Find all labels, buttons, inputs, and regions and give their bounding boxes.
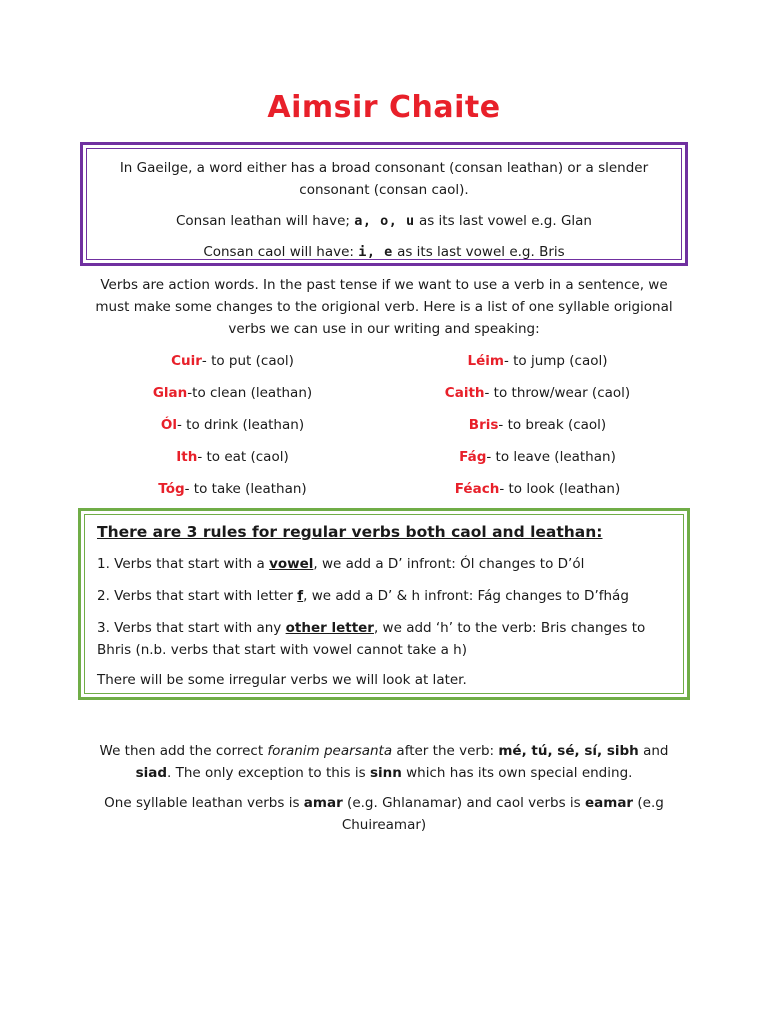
verb-item <box>80 381 385 405</box>
verb-meaning: - to jump (caol) <box>503 353 608 369</box>
rule-3-post: , we add ‘h’ to the verb: Bris changes to Bhris (n.b. verbs that start with vowel cannot take a h) <box>97 620 646 658</box>
pronoun-sinn: sinn <box>369 765 402 781</box>
caol-rule-pre: Consan caol will have: <box>203 244 354 260</box>
outro-term: foranim pearsanta <box>267 743 393 759</box>
rule-1 <box>97 553 673 575</box>
outro-text: (e.g Chuireamar) <box>341 795 664 833</box>
rule-2 <box>97 585 673 607</box>
consonant-info-inner <box>86 148 682 260</box>
verb-meaning: - to leave (leathan) <box>486 449 616 465</box>
verb-word: Caith <box>444 385 485 401</box>
rule-3-key: other letter <box>285 620 374 636</box>
caol-rule <box>101 241 667 263</box>
verb-meaning: - to break (caol) <box>498 417 607 433</box>
verb-meaning: - to take (leathan) <box>184 481 307 497</box>
outro-text: One syllable leathan verbs is <box>104 795 300 811</box>
verb-meaning: -to clean (leathan) <box>187 385 313 401</box>
verb-row <box>80 477 690 501</box>
pronoun-list: mé, tú, sé, sí, sibh <box>498 743 639 759</box>
consonant-intro: In Gaeilge, a word either has a broad consonant (consan leathan) or a slender consonant (consan caol). <box>119 160 649 198</box>
page-title: Aimsir Chaite <box>267 90 501 125</box>
rule-2-key: f <box>297 588 304 604</box>
rule-2-post: , we add a D’ & h infront: Fág changes to D’fhág <box>303 588 629 604</box>
outro-text: after the verb: <box>396 743 495 759</box>
rules-heading: There are 3 rules for regular verbs both caol and leathan: <box>97 523 603 541</box>
verb-meaning: - to throw/wear (caol) <box>484 385 631 401</box>
verb-item <box>385 477 690 501</box>
verb-item <box>385 413 690 437</box>
verb-word: Bris <box>468 417 499 433</box>
rule-3 <box>97 617 673 661</box>
rule-3-pre: 3. Verbs that start with any <box>97 620 282 636</box>
verb-word: Glan <box>152 385 188 401</box>
verb-meaning: - to drink (leathan) <box>177 417 305 433</box>
verb-row <box>80 413 690 437</box>
verb-row <box>80 381 690 405</box>
verb-meaning: - to look (leathan) <box>499 481 621 497</box>
verb-word: Fág <box>459 449 487 465</box>
verb-row <box>80 349 690 373</box>
outro-section <box>86 740 682 844</box>
verb-item <box>80 413 385 437</box>
rule-2-pre: 2. Verbs that start with letter <box>97 588 293 604</box>
verb-word: Ól <box>160 417 177 433</box>
caol-rule-post: as its last vowel e.g. Bris <box>397 244 565 260</box>
outro-text: We then add the correct <box>99 743 264 759</box>
pronoun-siad: siad <box>135 765 167 781</box>
rule-1-key: vowel <box>269 556 314 572</box>
rule-1-post: , we add a D’ infront: Ól changes to D’ól <box>313 556 585 572</box>
verb-item <box>385 381 690 405</box>
verb-item <box>80 477 385 501</box>
verb-word: Tóg <box>158 481 185 497</box>
outro-text: . The only exception to this is <box>167 765 366 781</box>
verb-item <box>385 349 690 373</box>
rules-inner <box>84 514 684 694</box>
verb-meaning: - to put (caol) <box>201 353 294 369</box>
verb-word: Léim <box>467 353 504 369</box>
consonant-info-box <box>80 142 688 266</box>
rule-1-pre: 1. Verbs that start with a <box>97 556 265 572</box>
leathan-rule-post: as its last vowel e.g. Glan <box>418 213 592 229</box>
irregular-note: There will be some irregular verbs we will look at later. <box>97 672 467 688</box>
ending-paragraph <box>86 792 682 836</box>
outro-text: (e.g. Ghlanamar) and caol verbs is <box>347 795 581 811</box>
ending-amar: amar <box>303 795 343 811</box>
pronoun-paragraph <box>86 740 682 784</box>
verb-row <box>80 445 690 469</box>
leathan-rule-pre: Consan leathan will have; <box>176 213 350 229</box>
verb-item <box>80 349 385 373</box>
ending-eamar: eamar <box>584 795 634 811</box>
verb-word: Cuir <box>171 353 202 369</box>
leathan-letters: a, o, u <box>354 213 415 229</box>
verb-item <box>385 445 690 469</box>
outro-text: and <box>643 743 669 759</box>
outro-text: which has its own special ending. <box>406 765 633 781</box>
verb-word: Féach <box>454 481 500 497</box>
verb-word: Ith <box>176 449 198 465</box>
verb-meaning: - to eat (caol) <box>197 449 289 465</box>
leathan-rule <box>101 210 667 232</box>
rules-box <box>78 508 690 700</box>
intro-paragraph: Verbs are action words. In the past tense if we want to use a verb in a sentence, we must make some changes to the origional verb. Here is a list of one syllable origional verbs we can use in our writing and speaking: <box>95 277 673 337</box>
verb-item <box>80 445 385 469</box>
caol-letters: i, e <box>358 244 393 260</box>
